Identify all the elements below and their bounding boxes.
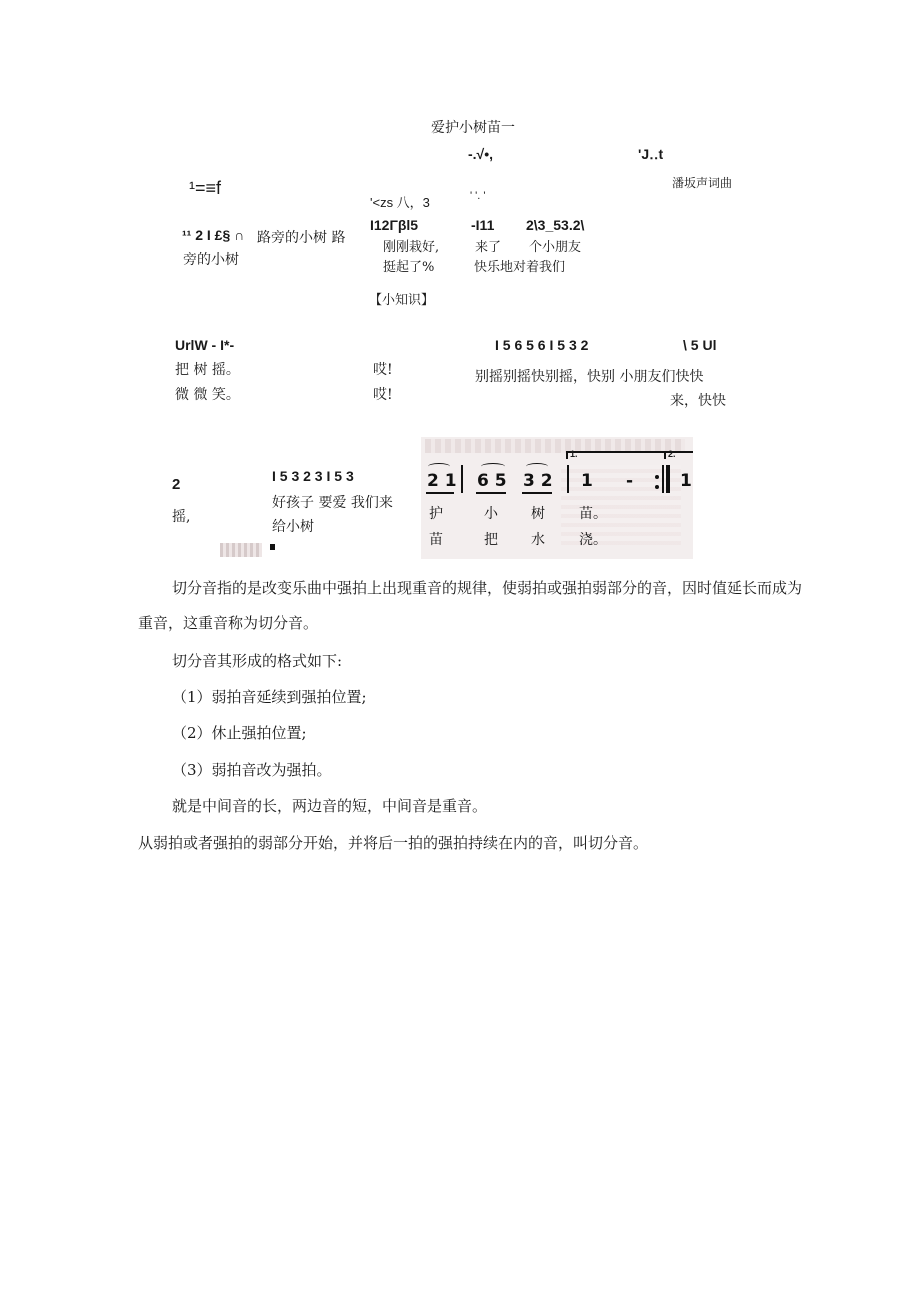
row1-r2-notes: 2\3_53.2\	[526, 217, 585, 233]
header-mark-mid: -.√•,	[468, 146, 494, 162]
score-lyric1-b: 小	[484, 506, 498, 522]
row3-mid-lyric1: 好孩子 要爱 我们来	[272, 495, 393, 511]
volta-1-label: 1.	[570, 449, 578, 459]
slur-3	[526, 463, 548, 470]
row1-r2-lyric1: 个小朋友	[529, 240, 582, 255]
row1-left-notes: ¹¹ 2 I £§ ∩	[182, 227, 245, 243]
row2-left-lyric2: 微 微 笑。	[175, 387, 240, 403]
header-small-a: '<zs 八，3	[370, 195, 430, 210]
paragraph-2: 切分音其形成的格式如下:	[172, 652, 343, 670]
paragraph-3: 就是中间音的长，两边音的短，中间音是重音。	[172, 797, 488, 815]
row2-right-notes2: \ 5 Ul	[683, 337, 717, 353]
score-lyric1-a: 护	[429, 506, 443, 522]
paragraph-1-cont: 重音，这重音称为切分音。	[138, 614, 319, 632]
row3-mid-notes: I 5 3 2 3 I 5 3	[272, 468, 354, 484]
row1-right-lyric2: 快乐地对着我们	[474, 260, 566, 275]
section-label: 【小知识】	[369, 293, 435, 308]
composer-credit: 潘坂声词曲	[672, 176, 733, 190]
barline-2	[567, 465, 569, 493]
underline-2	[476, 492, 506, 494]
row2-right-lyric2: 来，快快	[670, 393, 726, 409]
header-mark-right: 'J‥t	[638, 146, 664, 162]
score-lyric2-b: 把	[484, 532, 498, 548]
song-title: 爱护小树苗一	[431, 120, 515, 136]
row1-left-lyric1: 路旁的小树 路	[257, 230, 346, 246]
repeat-thin-bar	[662, 465, 664, 493]
key-signature: ¹=≡f	[189, 178, 222, 198]
header-small-b: ' '. '	[470, 190, 486, 202]
barline-1	[461, 465, 463, 493]
repeat-dot-top	[655, 475, 659, 479]
list-item-3: （3）弱拍音改为强拍。	[172, 761, 332, 779]
score-lyric2-d: 浇。	[579, 532, 607, 548]
score-note-group-2: 6 5	[477, 471, 507, 491]
volta-bracket-1-tick	[566, 451, 568, 459]
row2-mid-lyric2: 哎!	[373, 387, 393, 403]
score-lyric2-c: 水	[531, 532, 545, 548]
underline-3	[522, 492, 552, 494]
row2-mid-lyric1: 哎!	[373, 362, 393, 378]
score-image	[421, 437, 693, 559]
underline-1	[426, 492, 454, 494]
list-item-2: （2）休止强拍位置;	[172, 724, 307, 742]
row3-mid-lyric2: 给小树	[272, 519, 314, 535]
list-item-1: （1）弱拍音延续到强拍位置;	[172, 688, 367, 706]
paragraph-1: 切分音指的是改变乐曲中强拍上出现重音的规律，使弱拍或强拍弱部分的音，因时值延长而成为	[172, 579, 803, 597]
score-lyric2-a: 苗	[429, 532, 443, 548]
slur-1	[428, 463, 450, 470]
score-lyric1-d: 苗。	[579, 506, 607, 522]
volta-2-label: 2.	[668, 449, 676, 459]
row1-mid-notes: I12Γβl5	[370, 217, 419, 233]
row1-r1-lyric1: 来了	[475, 240, 502, 255]
row3-left-lyric: 摇,	[172, 509, 191, 525]
volta-bracket-1	[566, 451, 666, 453]
repeat-thick-bar	[666, 465, 670, 493]
stamp-mark	[220, 543, 262, 557]
paragraph-4: 从弱拍或者强拍的弱部分开始，并将后一拍的强拍持续在内的音，叫切分音。	[138, 834, 649, 852]
slur-2	[481, 463, 505, 470]
score-note-group-1: 2 1	[427, 471, 457, 491]
row1-mid-lyric2: 挺起了%	[383, 260, 435, 275]
row2-left-notes: UrlW - I*-	[175, 337, 235, 353]
row1-r1-notes: -I11	[471, 217, 495, 233]
row3-left-number: 2	[172, 476, 181, 493]
square-bullet-mark	[270, 544, 275, 550]
score-note-6: 1	[680, 471, 692, 491]
score-note-group-3: 3 2	[523, 471, 553, 491]
volta-bracket-2-tick	[664, 451, 666, 459]
row1-mid-lyric1: 刚刚栽好,	[383, 240, 440, 255]
score-note-4: 1	[581, 471, 593, 491]
repeat-dot-bottom	[655, 485, 659, 489]
row1-left-lyric2: 旁的小树	[183, 252, 239, 268]
row2-left-lyric1: 把 树 摇。	[175, 362, 240, 378]
score-lyric1-c: 树	[531, 506, 545, 522]
score-dash: -	[626, 471, 634, 491]
row2-right-notes: I 5 6 5 6 I 5 3 2	[495, 337, 589, 353]
row2-right-lyric1: 别摇别摇快别摇，快别 小朋友们快快	[475, 369, 704, 385]
